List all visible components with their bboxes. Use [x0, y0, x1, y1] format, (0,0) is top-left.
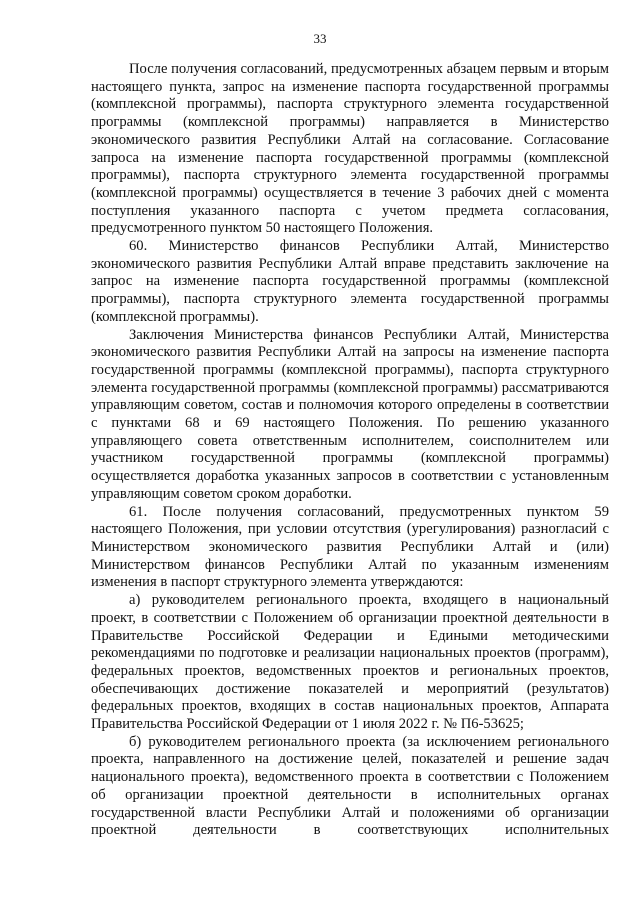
- paragraph-point-60: 60. Министерство финансов Республики Алтай, Министерство экономического развития Республики Алтай вправе представить заключение на запрос на изменение паспорта государственной программы (комплексной программы), паспорта структурного элемента государственной программы (комплексной программы).: [91, 238, 609, 325]
- paragraph-approval-after-agreements: После получения согласований, предусмотренных абзацем первым и вторым настоящего пункта, запрос на изменение паспорта государственной программы (комплексной программы), паспорта структурного элемента государственной программы (комплексной программы) направляется в Министерство экономического развития Республики Алтай на согласование. Согласование запроса на изменение паспорта государственной программы (комплексной программы), паспорта структурного элемента государственной программы (комплексной программы) осуществляется в течение 3 рабочих дней с момента поступления указанного паспорта с учетом предмета согласования, предусмотренного пунктом 50 настоящего Положения.: [91, 61, 609, 237]
- paragraph-subpoint-a: а) руководителем регионального проекта, входящего в национальный проект, в соответствии с Положением об организации проектной деятельности в Правительстве Российской Федерации и Едиными методическими рекомендациями по подготовке и реализации национальных проектов (программ), федеральных проектов, ведомственных проектов и региональных проектов, обеспечивающих достижение показателей и мероприятий (результатов) федеральных проектов, входящих в состав национальных проектов, Аппарата Правительства Российской Федерации от 1 июля 2022 г. № П6-53625;: [91, 592, 609, 733]
- document-body: [91, 61, 609, 840]
- paragraph-subpoint-b: б) руководителем регионального проекта (за исключением регионального проекта, направленного на достижение целей, показателей и решение задач национального проекта), ведомственного проекта в соответствии с Положением об организации проектной деятельности в исполнительных органах государственной власти Республики Алтай и положениями об организации проектной деятельности в соответствующих исполнительных: [91, 733, 609, 839]
- paragraph-conclusions: Заключения Министерства финансов Республики Алтай, Министерства экономического развития Республики Алтай на запросы на изменение паспорта государственной программы (комплексной программы), паспорта структурного элемента государственной программы (комплексной программы) рассматриваются управляющим советом, состав и полномочия которого определены в соответствии с пунктами 68 и 69 настоящего Положения. По решению указанного управляющего совета ответственным исполнителем, соисполнителем или участником государственной программы (комплексной программы) осуществляется доработка указанных запросов в соответствии с установленным управляющим советом сроком доработки.: [91, 326, 609, 502]
- page-number: 33: [313, 31, 327, 46]
- paragraph-point-61: 61. После получения согласований, предусмотренных пунктом 59 настоящего Положения, при условии отсутствия (урегулирования) разногласий с Министерством экономического развития Республики Алтай и (или) Министерством финансов Республики Алтай по указанным изменениям изменения в паспорт структурного элемента утверждаются:: [91, 503, 609, 591]
